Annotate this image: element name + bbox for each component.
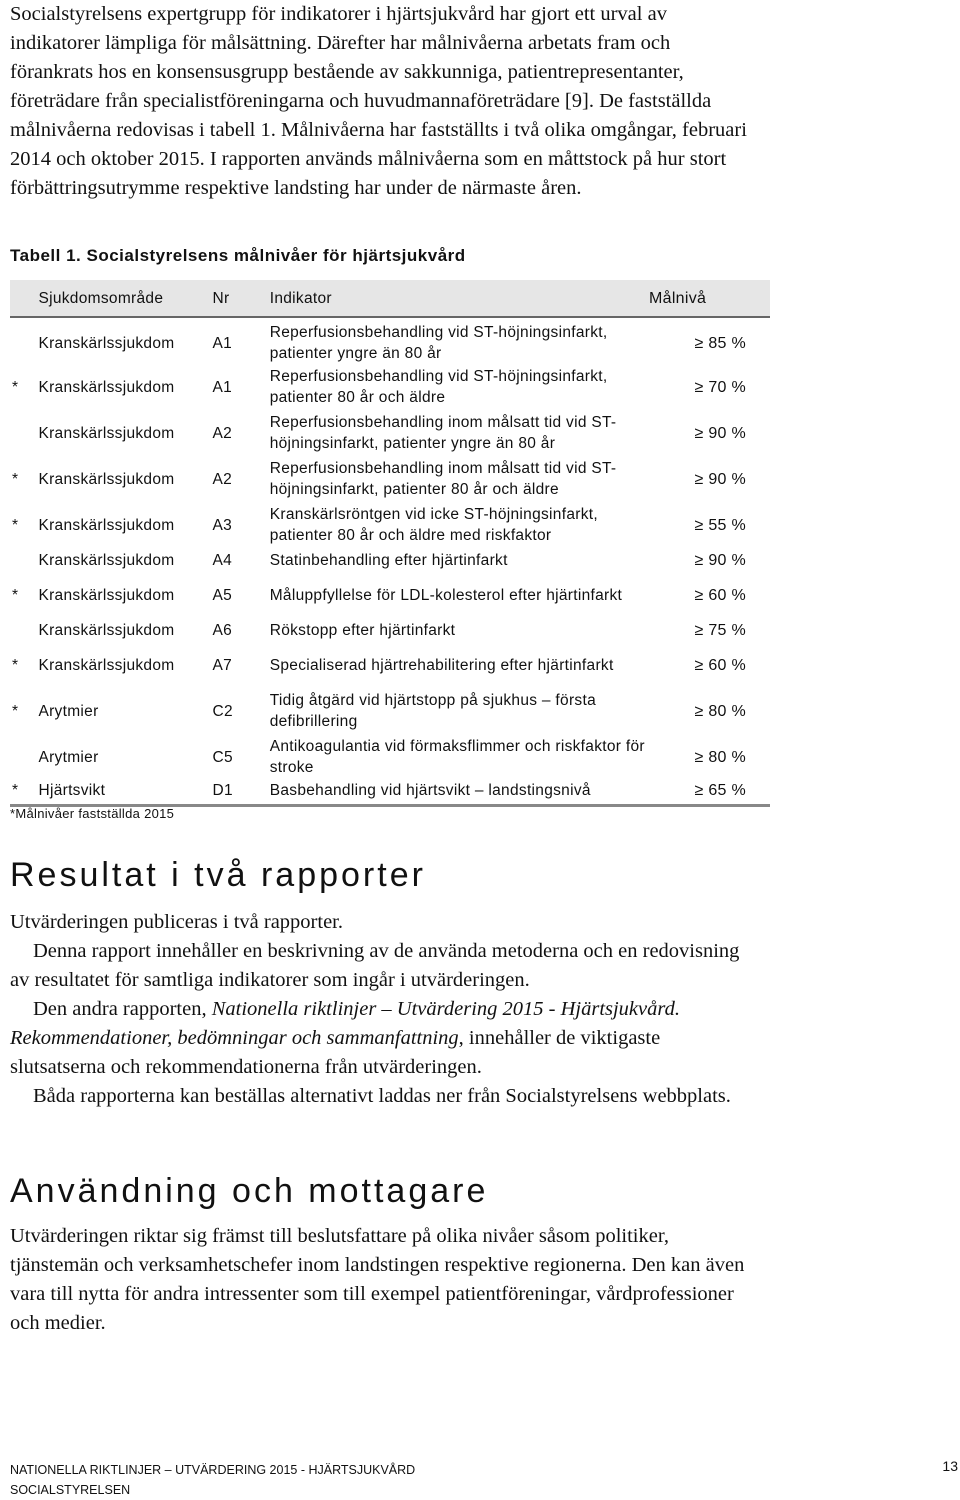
row-star: * [12,702,19,720]
row-indicator: Statinbehandling efter hjärtinfarkt [269,551,508,569]
row-star [10,618,38,642]
table-body [10,317,770,806]
usage-paragraph-1: Utvärderingen riktar sig främst till beslutsfattare på olika nivåer såsom politiker, tjänstemän och verksamhetschefer inom landstingen respektive regionerna. Den kan även vara till nytta för andra intressenter som till exempel patientföreningar, vårdprofessioner och medier. [10,1225,745,1334]
row-area: Kranskärlssjukdom [38,656,175,674]
table-row [10,364,770,410]
row-indicator: Reperfusionsbehandling vid ST-höjningsinfarkt, patienter 80 år och äldre [269,368,608,406]
row-goal: ≥ 55 % [694,516,746,534]
table-row [10,572,770,618]
row-indicator: Måluppfyllelse för LDL-kolesterol efter hjärtinfarkt [269,586,623,604]
row-goal: ≥ 90 % [694,470,746,488]
row-nr: D1 [213,780,270,806]
row-goal: ≥ 80 % [694,702,746,720]
row-nr: A7 [212,656,233,674]
row-star: * [12,516,19,534]
table-row [10,548,770,572]
header-star [10,280,38,317]
results-body [10,908,760,1111]
header-nr: Nr [213,280,270,317]
section-heading-results: Resultat i två rapporter [10,856,426,894]
row-area: Arytmier [38,748,99,766]
row-nr: C2 [212,702,233,720]
row-goal: ≥ 75 % [694,621,746,639]
row-indicator: Basbehandling vid hjärtsvikt – landstingsnivå [270,780,649,806]
row-area: Kranskärlssjukdom [38,551,175,569]
table-row [10,642,770,688]
row-area: Kranskärlssjukdom [38,516,175,534]
row-area: Kranskärlssjukdom [38,334,175,352]
row-area: Kranskärlssjukdom [38,424,175,442]
row-area: Hjärtsvikt [38,780,212,806]
row-goal: ≥ 65 % [649,780,770,806]
row-goal: ≥ 60 % [694,586,746,604]
row-star [10,548,38,572]
row-goal: ≥ 90 % [694,551,746,569]
table-row [10,410,770,456]
row-nr: A3 [212,516,233,534]
row-nr: A2 [212,424,233,442]
results-paragraph-1: Utvärderingen publiceras i två rapporter. [10,911,343,933]
page-number: 13 [942,1458,958,1474]
table-row [10,456,770,502]
row-area: Kranskärlssjukdom [38,378,175,396]
row-goal: ≥ 80 % [694,748,746,766]
footer-publisher: SOCIALSTYRELSEN [10,1483,131,1497]
row-nr: A4 [212,551,233,569]
row-indicator: Rökstopp efter hjärtinfarkt [269,621,456,639]
row-goal: ≥ 70 % [694,378,746,396]
row-goal: ≥ 85 % [694,334,746,352]
row-nr: A1 [212,334,233,352]
row-star: * [12,378,19,396]
table-row [10,618,770,642]
results-paragraph-2: Denna rapport innehåller en beskrivning av de använda metoderna och en redovisning av resultatet för samtliga indikatorer som ingår i utvärderingen. [10,940,740,991]
row-star: * [12,656,19,674]
row-nr: C5 [212,748,233,766]
table-header-row [10,280,770,317]
row-indicator: Kranskärlsröntgen vid icke ST-höjningsinfarkt, patienter 80 år och äldre med riskfaktor [269,506,598,544]
row-indicator: Tidig åtgärd vid hjärtstopp på sjukhus – första defibrillering [269,692,596,730]
row-nr: A2 [212,470,233,488]
row-goal: ≥ 60 % [694,656,746,674]
row-area: Kranskärlssjukdom [38,621,175,639]
table-footnote: *Målnivåer fastställda 2015 [10,806,175,821]
indicator-table [10,280,770,807]
table-row [10,502,770,548]
results-p3-start: Den andra rapporten, [33,998,212,1020]
results-paragraph-4: Båda rapporterna kan beställas alternativt laddas ner från Socialstyrelsens webbplats. [33,1085,731,1107]
header-goal: Målnivå [649,280,770,317]
row-nr: A1 [212,378,233,396]
section-heading-usage: Användning och mottagare [10,1172,489,1210]
row-star [10,734,38,780]
results-paragraph-3 [10,995,760,1082]
table-row [10,734,770,780]
row-nr: A5 [212,586,233,604]
table-row [10,688,770,734]
row-star: * [12,586,19,604]
row-area: Kranskärlssjukdom [38,586,175,604]
row-star: * [12,470,19,488]
header-area: Sjukdomsområde [38,280,212,317]
table-row [10,780,770,806]
intro-text: Socialstyrelsens expertgrupp för indikatorer i hjärtsjukvård har gjort ett urval av indikatorer lämpliga för målsättning. Därefter har målnivåerna arbetats fram och förankrats hos en konsensusgrupp bestående av sakkunniga, patientrepresentanter, företrädare från specialistföreningarna och huvudmannaföreträdare [9]. De fastställda målnivåerna redovisas i tabell 1. Målnivåerna har fastställts i två olika omgångar, februari 2014 och oktober 2015. I rapporten används målnivåerna som en måttstock på hur stort förbättringsutrymme respektive landsting har under de närmaste åren. [10,3,747,199]
row-nr: A6 [212,621,233,639]
table-caption: Tabell 1. Socialstyrelsens målnivåer för hjärtsjukvård [10,246,466,265]
row-goal: ≥ 90 % [694,424,746,442]
row-star [10,410,38,456]
row-indicator: Reperfusionsbehandling inom målsatt tid vid ST-höjningsinfarkt, patienter yngre än 80 år [269,414,617,452]
report-title: Nationella riktlinjer – Utvärdering 2015 - Hjärtsjukvård. Rekommendationer, bedömningar och sammanfattning [10,998,680,1049]
row-indicator: Reperfusionsbehandling inom målsatt tid vid ST-höjningsinfarkt, patienter 80 år och äldre [269,460,617,498]
header-indicator: Indikator [270,280,649,317]
page-footer [10,1460,960,1500]
usage-body [10,1222,760,1338]
intro-paragraph [10,0,755,203]
footer-title: NATIONELLA RIKTLINJER – UTVÄRDERING 2015 - HJÄRTSJUKVÅRD [10,1463,416,1477]
row-area: Arytmier [38,702,99,720]
row-area: Kranskärlssjukdom [38,470,175,488]
row-star [10,317,38,364]
results-p3-end: , innehåller de viktigaste slutsatserna och rekommendationerna från utvärderingen. [10,1027,661,1078]
row-indicator: Antikoagulantia vid förmaksflimmer och riskfaktor för stroke [269,738,645,776]
table-row [10,317,770,364]
row-indicator: Reperfusionsbehandling vid ST-höjningsinfarkt, patienter yngre än 80 år [269,324,608,362]
row-star: * [10,780,38,806]
row-indicator: Specialiserad hjärtrehabilitering efter hjärtinfarkt [269,656,614,674]
